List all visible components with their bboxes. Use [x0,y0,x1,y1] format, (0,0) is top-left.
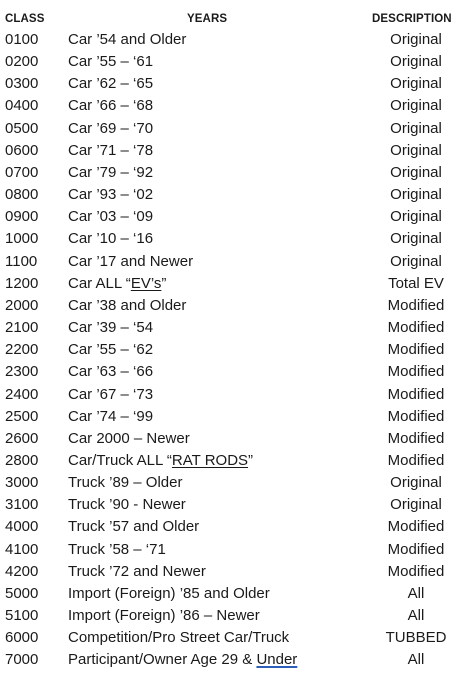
table-row [0,627,463,649]
description-cell: Modified [387,341,445,359]
table-row [0,472,463,494]
years-cell: Car ’39 – ‘54 [68,319,154,337]
description-cell: Original [390,208,442,226]
years-cell: Car ’93 – ‘02 [68,186,154,204]
class-cell: 3100 [5,496,39,514]
table-row [0,450,463,472]
years-cell: Car ’55 – ‘62 [68,341,154,359]
description-cell: Original [390,75,442,93]
description-cell: Original [390,230,442,248]
years-cell: Truck ’72 and Newer [68,562,206,580]
years-cell: Car ’74 – ‘99 [68,407,154,425]
years-cell: Car ’17 and Newer [68,252,194,270]
description-cell: Modified [387,385,445,403]
years-text: ” [161,274,167,292]
years-cell: Car ’71 – ‘78 [68,141,154,159]
description-cell: Modified [387,407,445,425]
class-cell: 0500 [5,119,39,137]
class-header: CLASS [5,13,45,25]
table-row [0,228,463,250]
description-cell: Total EV [388,274,444,292]
table-row [0,649,463,671]
description-cell: TUBBED [385,629,447,647]
years-cell: Truck ’89 – Older [68,474,183,492]
years-cell: Car ’10 – ‘16 [68,230,154,248]
class-cell: 7000 [5,651,39,669]
years-cell: Car ’38 and Older [68,296,187,314]
years-cell [68,450,253,472]
years-cell: Car ’62 – ‘65 [68,75,154,93]
years-text: Participant/Owner Age 29 & [68,651,257,669]
table-header [0,9,463,29]
years-cell: Import (Foreign) ’86 – Newer [68,607,260,625]
years-cell: Import (Foreign) ’85 and Older [68,584,270,602]
class-cell: 1000 [5,230,39,248]
description-cell: All [407,607,425,625]
description-cell: Original [390,186,442,204]
table-row [0,184,463,206]
years-cell: Car ’66 – ‘68 [68,97,154,115]
class-cell: 0700 [5,163,39,181]
years-cell: Car ’54 and Older [68,31,187,48]
class-cell: 0300 [5,75,39,93]
table-row [0,51,463,73]
class-cell: 2800 [5,451,39,469]
table-row [0,605,463,627]
table-row [0,428,463,450]
table-row [0,317,463,339]
description-cell: Original [390,163,442,181]
class-cell: 2200 [5,341,39,359]
description-cell: Modified [387,296,445,314]
class-cell: 2400 [5,385,39,403]
description-cell: Original [390,97,442,115]
class-cell: 5100 [5,607,39,625]
description-cell: Modified [387,540,445,558]
ev-underlined-text: EV’s [130,274,162,292]
table-row [0,118,463,140]
table-row [0,162,463,184]
table-row [0,273,463,295]
years-cell: Car 2000 – Newer [68,429,190,447]
class-cell: 5000 [5,584,39,602]
class-cell: 4100 [5,540,39,558]
years-cell: Car ’69 – ‘70 [68,119,154,137]
years-cell [68,273,166,295]
years-text: Car ALL “ [68,274,131,292]
class-cell: 2300 [5,363,39,381]
years-header: YEARS [187,13,228,25]
table-row [0,95,463,117]
description-cell: Modified [387,451,445,469]
table-row [0,561,463,583]
years-cell [68,649,297,671]
table-row [0,295,463,317]
description-header: DESCRIPTION [372,13,452,25]
years-text: Car/Truck ALL “ [68,451,172,469]
class-cell: 0900 [5,208,39,226]
description-cell: Original [390,252,442,270]
class-cell: 4200 [5,562,39,580]
description-cell: Original [390,141,442,159]
table-row [0,339,463,361]
class-cell: 0400 [5,97,39,115]
years-cell: Car ’55 – ‘61 [68,53,154,71]
description-cell: Original [390,474,442,492]
table-row [0,516,463,538]
table-row [0,140,463,162]
years-cell: Competition/Pro Street Car/Truck [68,629,290,647]
description-cell: Modified [387,319,445,337]
years-cell: Truck ’90 - Newer [68,496,186,514]
table-row [0,539,463,561]
table-row [0,73,463,95]
class-cell: 1100 [5,252,38,270]
class-cell: 0200 [5,53,39,71]
class-cell: 4000 [5,518,39,536]
description-cell: Original [390,496,442,514]
table-row [0,251,463,273]
description-cell: All [407,651,425,669]
description-cell: Modified [387,518,445,536]
description-cell: Modified [387,429,445,447]
class-cell: 2500 [5,407,39,425]
table-row [0,406,463,428]
description-cell: All [407,584,425,602]
class-cell: 3000 [5,474,39,492]
table-row [0,29,463,51]
rat-rods-underlined-text: RAT RODS [171,451,249,469]
years-cell: Car ’67 – ‘73 [68,385,154,403]
class-cell: 6000 [5,629,39,647]
class-cell: 0100 [5,31,39,48]
description-cell: Modified [387,562,445,580]
years-cell: Car ’79 – ‘92 [68,163,154,181]
class-cell: 2100 [5,319,39,337]
years-cell: Truck ’58 – ‘71 [68,540,166,558]
description-cell: Original [390,119,442,137]
class-cell: 0600 [5,141,39,159]
table-row [0,361,463,383]
description-cell: Modified [387,363,445,381]
years-cell: Car ’63 – ‘66 [68,363,154,381]
years-text: ” [248,451,254,469]
years-cell: Car ’03 – ‘09 [68,208,154,226]
class-cell: 1200 [5,274,39,292]
class-table [0,9,463,672]
table-row [0,583,463,605]
class-cell: 2000 [5,296,39,314]
table-row [0,494,463,516]
under-underlined-text: Under [256,651,298,669]
table-row [0,206,463,228]
years-cell: Truck ’57 and Older [68,518,200,536]
class-cell: 0800 [5,186,39,204]
class-cell: 2600 [5,429,39,447]
description-cell: Original [390,53,442,71]
description-cell: Original [390,31,442,48]
table-row [0,384,463,406]
